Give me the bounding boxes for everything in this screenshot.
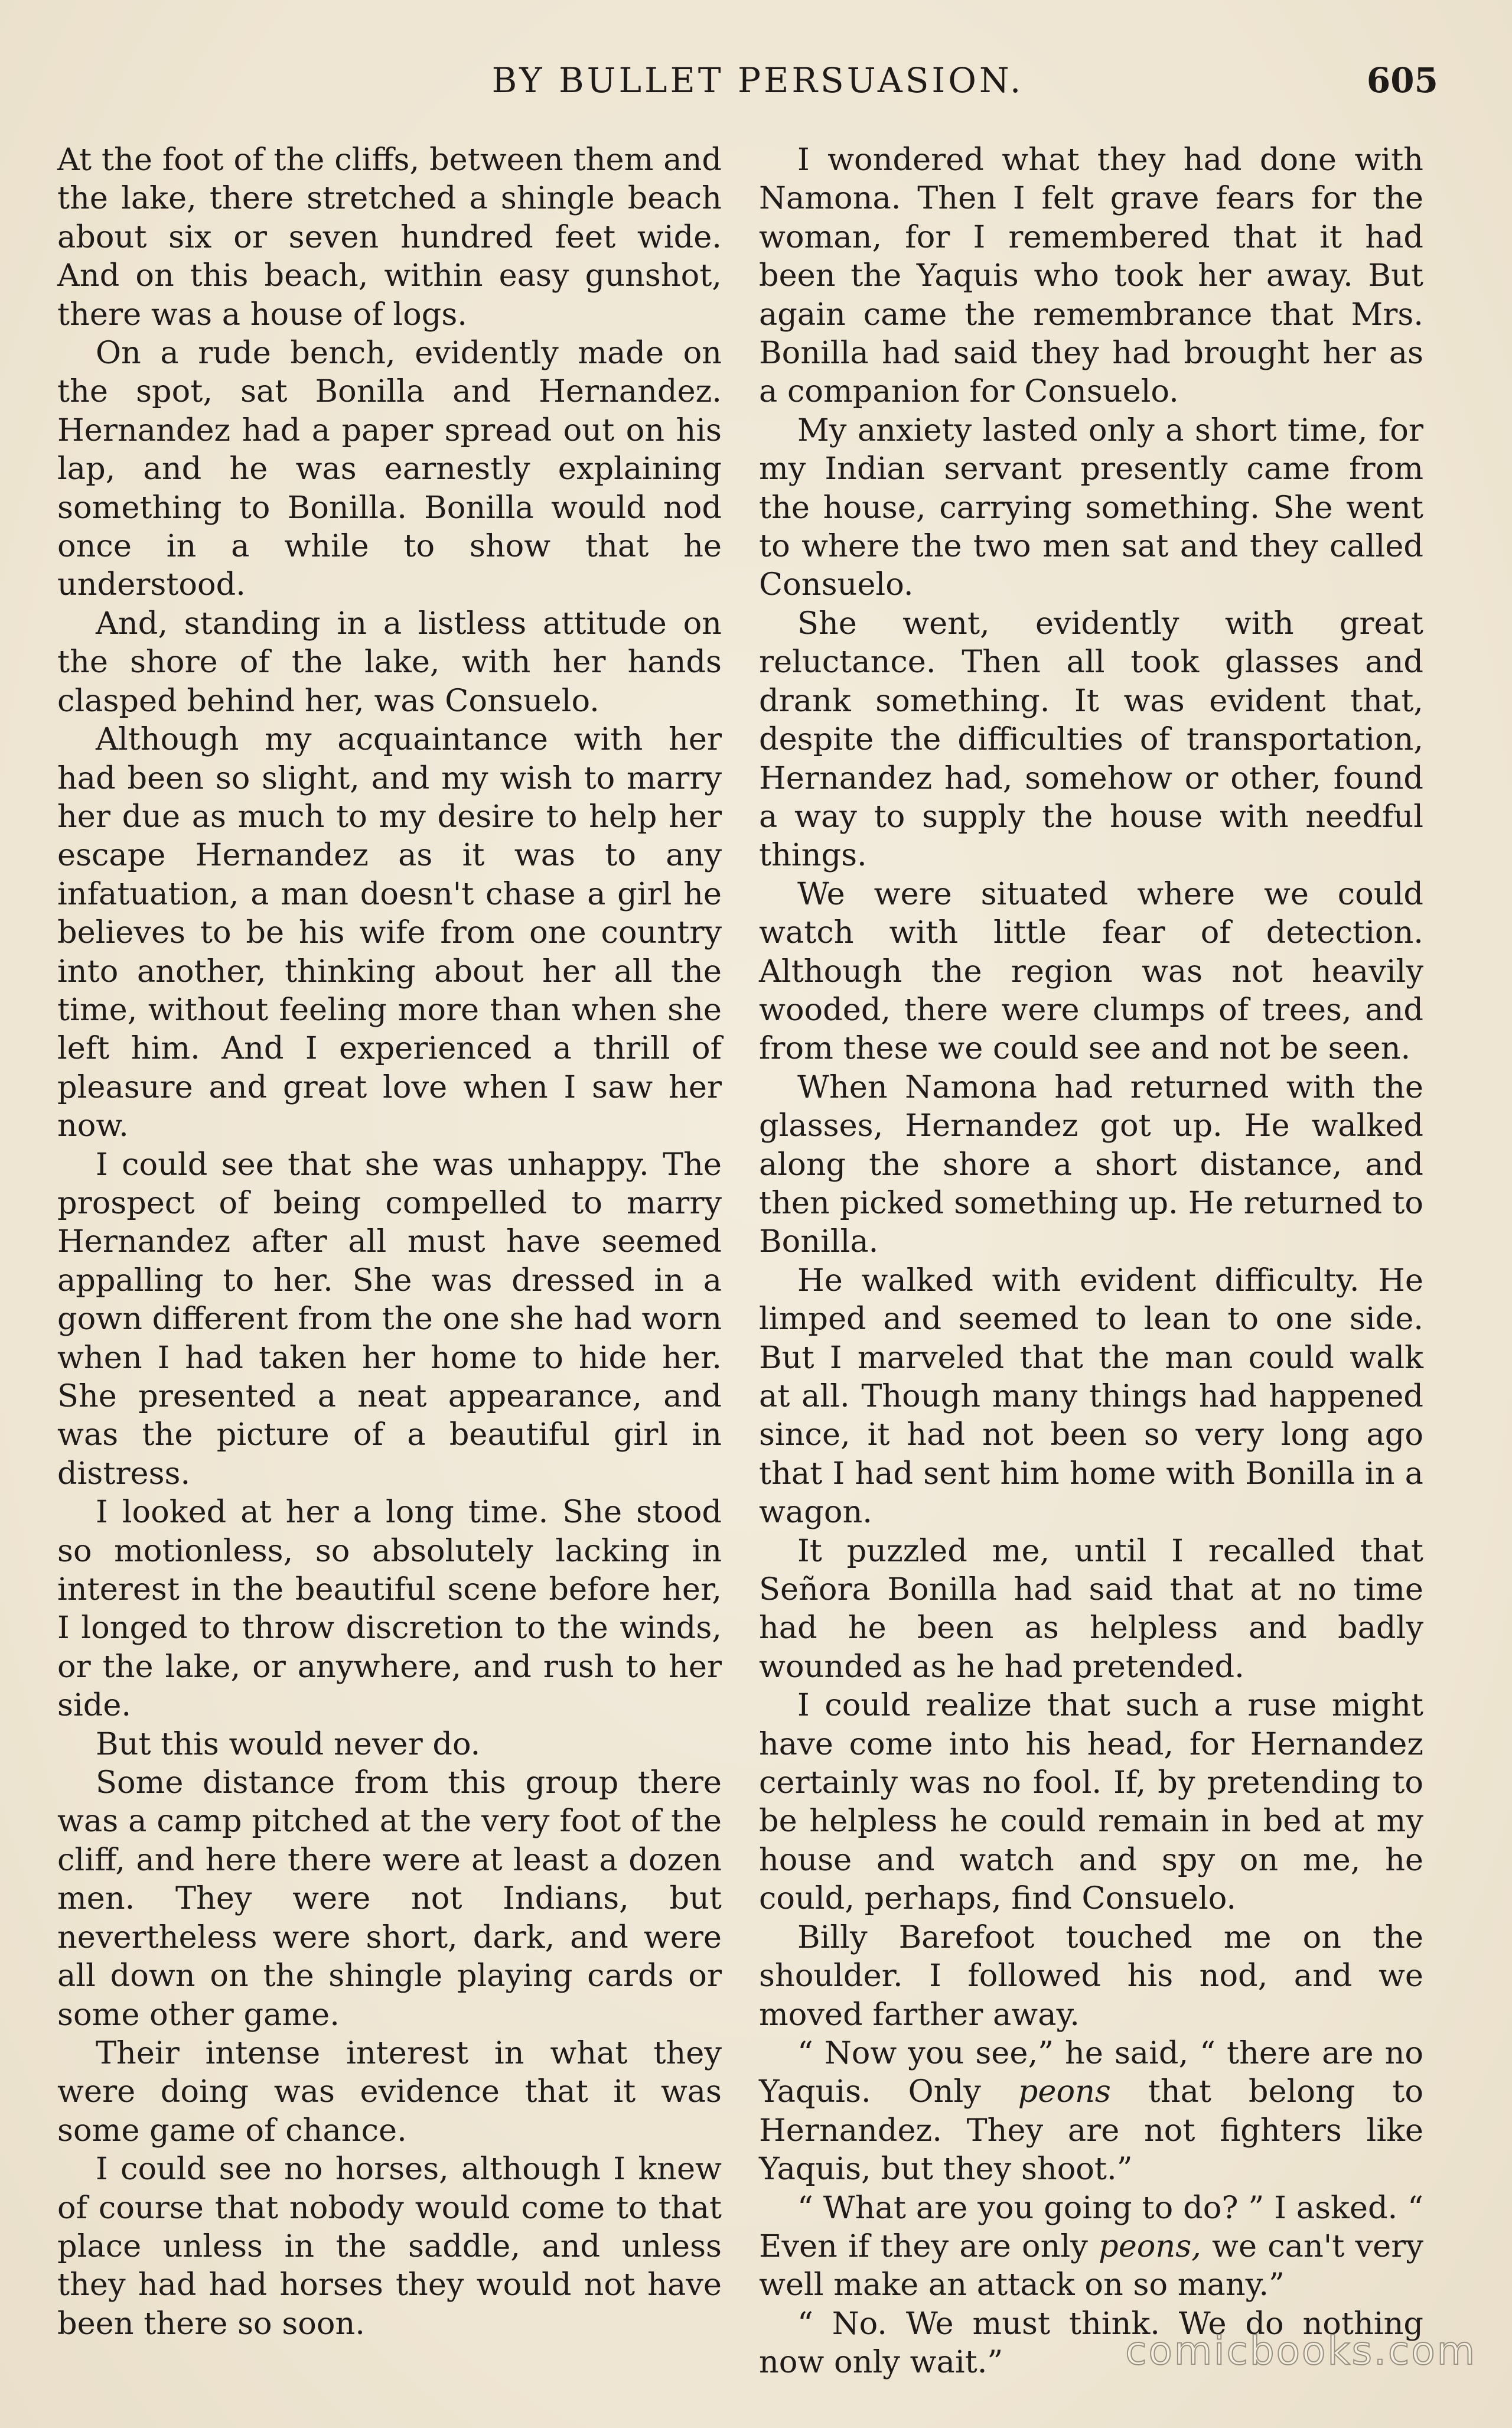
- dialogue-text: we can't very well make an attack on so many.”: [759, 2228, 1423, 2303]
- running-head: [57, 57, 1438, 104]
- paragraph: My anxiety lasted only a short time, for my Indian servant presently came from the house, carrying something. She went to where the two men sat and they called Consuelo.: [759, 412, 1423, 603]
- paragraph: It puzzled me, until I recalled that Señora Bonilla had said that at no time had he been as helpless and badly wounded as he had pretended.: [759, 1532, 1423, 1685]
- left-text-column: [57, 141, 722, 2343]
- paragraph: Some distance from this group there was a camp pitched at the very foot of the cliff, and here there were at least a dozen men. They were not Indians, but nevertheless were short, dark, and were all down on the shingle playing cards or some other game.: [57, 1765, 722, 2033]
- right-text-column: [759, 141, 1423, 2382]
- paragraph: I could see that she was unhappy. The prospect of being compelled to marry Hernandez after all must have seemed appalling to her. She was dressed in a gown different from the one she had worn when I had taken her home to hide her. She presented a neat appearance, and was the picture of a beautiful girl in distress.: [57, 1146, 722, 1492]
- paragraph: On a rude bench, evidently made on the spot, sat Bonilla and Hernandez. Hernandez had a paper spread out on his lap, and he was earnestly explaining something to Bonilla. Bonilla would nod once in a while to show that he understood.: [57, 335, 722, 603]
- dialogue-paragraph: [759, 2189, 1423, 2305]
- paragraph: We were situated where we could watch with little fear of detection. Although the region was not heavily wooded, there were clumps of trees, and from these we could see and not be seen.: [759, 875, 1423, 1067]
- dialogue-paragraph: [759, 2034, 1423, 2189]
- paragraph: I could see no horses, although I knew of course that nobody would come to that place unless in the saddle, and unless they had had horses they would not have been there so soon.: [57, 2151, 722, 2342]
- dialogue-text: “ What are you going to do? ” I asked. “ Even if they are only: [759, 2189, 1423, 2264]
- paragraph: At the foot of the cliffs, between them and the lake, there stretched a shingle beach about six or seven hundred feet wide. And on this beach, within easy gunshot, there was a house of logs.: [57, 142, 722, 333]
- paragraph: And, standing in a listless attitude on the shore of the lake, with her hands clasped behind her, was Consuelo.: [57, 605, 722, 719]
- paragraph: Billy Barefoot touched me on the shoulder. I followed his nod, and we moved farther away.: [759, 1919, 1423, 2033]
- paragraph: She went, evidently with great reluctance. Then all took glasses and drank something. It was evident that, despite the difficulties of transportation, Hernandez had, somehow or other, found a way to supply the house with needful things.: [759, 605, 1423, 874]
- paragraph: I looked at her a long time. She stood so motionless, so absolutely lacking in interest in the beautiful scene before her, I longed to throw discretion to the winds, or the lake, or anywhere, and rush to her side.: [57, 1494, 722, 1724]
- paragraph: Their intense interest in what they were doing was evidence that it was some game of chance.: [57, 2035, 722, 2149]
- paragraph: I could realize that such a ruse might have come into his head, for Hernandez certainly was no fool. If, by pretending to be helpless he could remain in bed at my house and watch and spy on me, he could, perhaps, find Consuelo.: [759, 1687, 1423, 1917]
- paragraph: I wondered what they had done with Namona. Then I felt grave fears for the woman, for I remembered that it had been the Yaquis who took her away. But again came the remembrance that Mrs. Bonilla had said they had brought her as a companion for Consuelo.: [759, 142, 1423, 410]
- dialogue-text: that belong to Hernandez. They are not fighters like Yaquis, but they shoot.”: [759, 2074, 1423, 2188]
- site-watermark: comicbooks.com: [1125, 2328, 1477, 2374]
- paragraph: Although my acquaintance with her had been so slight, and my wish to marry her due as much to my desire to help her escape Hernandez as it was to any infatuation, a man doesn't chase a girl he believes to be his wife from one country into another, thinking about her all the time, without feeling more than when she left him. And I experienced a thrill of pleasure and great love when I saw her now.: [57, 721, 722, 1144]
- dialogue-text: “ Now you see,” he said, “ there are no Yaquis. Only: [759, 2035, 1423, 2110]
- chapter-title: BY BULLET PERSUASION.: [491, 60, 1024, 100]
- paragraph: But this would never do.: [96, 1726, 481, 1762]
- dialogue-paragraph: “ No. We must think. We do nothing now only wait.”: [759, 2305, 1423, 2381]
- paragraph: When Namona had returned with the glasses, Hernandez got up. He walked along the shore a short distance, and then picked something up. He returned to Bonilla.: [759, 1069, 1423, 1260]
- italic-word: peons: [1018, 2074, 1111, 2110]
- page-number: 605: [1366, 60, 1438, 100]
- italic-word: peons,: [1099, 2228, 1201, 2264]
- paragraph: He walked with evident difficulty. He limped and seemed to lean to one side. But I marveled that the man could walk at all. Though many things had happened since, it had not been so very long ago that I had sent him home with Bonilla in a wagon.: [759, 1262, 1423, 1531]
